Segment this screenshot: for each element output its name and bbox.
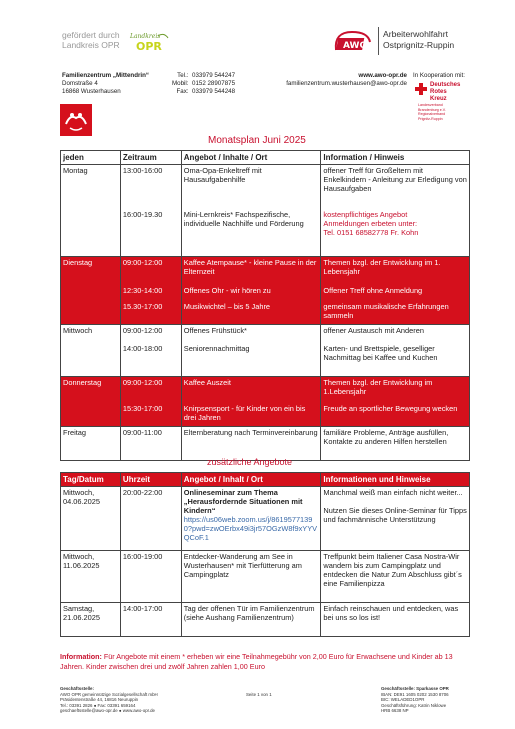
day-cell [61, 343, 121, 377]
day-cell [61, 403, 121, 427]
footer-line: geschaeftsstelle@awo-opr.de ● www.awo-opr.de [60, 708, 155, 714]
info-cell: offener Austausch mit Anderen [321, 325, 470, 343]
footer-left [60, 686, 158, 714]
info-cell [321, 209, 470, 257]
footer-line: Geschäftsstelle: Sparkasse OPR [381, 686, 449, 691]
table-row [61, 165, 470, 209]
info-line: Tel. 0151 68582778 Fr. Kohn [323, 227, 419, 237]
footer-line: BIC: WELADED1OPR [381, 697, 425, 703]
info-cell: gemeinsam musikalische Erfahrungen sammeln [321, 301, 470, 325]
info-line: kostenpflichtiges Angebot [323, 209, 408, 219]
table-row [61, 551, 470, 603]
footer-line: HRB 6638 NP [381, 708, 409, 714]
table-row [61, 343, 470, 377]
offer-cell: Offenes Ohr - wir hören zu [181, 285, 321, 301]
website-link[interactable]: www.awo-opr.de [358, 72, 407, 79]
time-cell: 09:00-12:00 [120, 325, 181, 343]
koop-label: In Kooperation mit: [413, 72, 465, 79]
day-cell: Donnerstag [61, 377, 121, 403]
time-cell: 15:30-17:00 [120, 403, 181, 427]
awo-divider [378, 27, 379, 55]
drk-sub4: Prignitz-Ruppin [418, 116, 443, 121]
info-cell: Themen bzgl. der Entwicklung im 1.Lebensjahr [321, 377, 470, 403]
table-row [61, 257, 470, 285]
offer-cell: Tag der offenen Tür im Familienzentrum (siehe Aushang Familienzentrum) [181, 603, 321, 637]
time-cell: 09:00-12:00 [120, 257, 181, 285]
offer-cell: Knirpsensport - für Kinder von ein bis drei Jahren [181, 403, 321, 427]
fax-label: Fax: [176, 88, 189, 95]
seminar-title: Onlineseminar zum Thema „Herausfordernde Situationen mit Kindern“ [183, 488, 303, 515]
table-row [61, 427, 470, 461]
info-cell: offener Treff für Großeltern mit Enkelkindern - Anleitung zur Erledigung von Hausaufgaben [321, 165, 470, 209]
drk-sub [418, 103, 446, 121]
fax-value: 033979 544248 [192, 88, 236, 95]
info-line: Anmeldungen erbeten unter: [323, 218, 418, 228]
header-cell: Uhrzeit [120, 473, 181, 487]
info-cell: Offener Treff ohne Anmeldung [321, 285, 470, 301]
drk-sub2: Brandenburg e.V. [418, 107, 446, 112]
info-cell: familiäre Probleme, Anträge ausfüllen, Kontakte zu anderen Hilfen herstellen [321, 427, 470, 461]
day-cell: Mittwoch [61, 325, 121, 343]
info-label: Information: [60, 652, 102, 661]
drk-line3: Kreuz [430, 96, 447, 102]
drk-name [430, 82, 460, 103]
date-cell: Mittwoch, 11.06.2025 [61, 551, 121, 603]
address-block [62, 72, 149, 96]
table-row [61, 487, 470, 551]
date-cell: Samstag, 21.06.2025 [61, 603, 121, 637]
header-cell: jeden [61, 151, 121, 165]
sponsor-line1: gefördert durch [62, 30, 120, 40]
time-cell: 20:00-22:00 [120, 487, 181, 551]
info-cell: Treffpunkt beim Italiener Casa Nostra-Wir wandern bis zum Campingplatz und entdecken die Natur Zum Abschluss gibt´s eine Familienpizza [321, 551, 470, 603]
table-row [61, 209, 470, 257]
header-cell: Angebot / Inhalt / Ort [181, 473, 321, 487]
sponsor-text [62, 30, 120, 50]
drk-sub3: Regionalverband [418, 112, 446, 116]
offer-cell [181, 487, 321, 551]
time-cell: 09:00-11:00 [120, 427, 181, 461]
table-row [61, 377, 470, 403]
header-cell: Angebot / Inhalte / Ort [181, 151, 321, 165]
header-cell: Tag/Datum [61, 473, 121, 487]
time-cell: 16:00-19.30 [120, 209, 181, 257]
table-row [61, 285, 470, 301]
header-cell: Informationen und Hinweise [321, 473, 470, 487]
info-cell: Einfach reinschauen und entdecken, was bei uns so los ist! [321, 603, 470, 637]
offer-cell: Seniorennachmittag [181, 343, 321, 377]
day-cell [61, 209, 121, 257]
extra-offers-table [60, 472, 470, 637]
family-center-logo-icon [60, 104, 92, 136]
offer-cell: Musikwichtel – bis 5 Jahre [181, 301, 321, 325]
footer-line: IBAN: DE91 1605 0202 1530 8706 [381, 691, 449, 697]
table-row [61, 603, 470, 637]
time-cell: 16:00-19:00 [120, 551, 181, 603]
offer-cell: Entdecker-Wanderung am See in Wusterhausen* mit Tierfütterung am Campingplatz [181, 551, 321, 603]
city: 16868 Wusterhausen [62, 88, 121, 95]
table-row [61, 325, 470, 343]
day-cell [61, 301, 121, 325]
zoom-link[interactable]: https://us06web.zoom.us/j/86195771390?pwd=zwOErbx49i3jr57OGzW8f9xYYVQCoF.1 [183, 515, 318, 542]
contact-values [192, 72, 235, 96]
footer-line: AWO OPR gemeinnützige Sozialgesellschaft mbH [60, 691, 158, 697]
offer-cell: Kaffee Atempause* - kleine Pause in der Elternzeit [181, 257, 321, 285]
time-cell: 14:00-17:00 [120, 603, 181, 637]
weekly-schedule-table [60, 150, 470, 461]
tel-value: 033979 544247 [192, 72, 236, 79]
svg-text:OPR: OPR [136, 40, 162, 53]
table-header-row [61, 473, 470, 487]
time-cell: 14:00-18:00 [120, 343, 181, 377]
header-cell: Zeitraum [120, 151, 181, 165]
awo-name-line1: Arbeiterwohlfahrt [383, 29, 448, 39]
drk-sub1: Landesverband [418, 103, 443, 107]
info-cell: Manchmal weiß man einfach nicht weiter... Nutzen Sie dieses Online-Seminar für Tipps und fachmännische Unterstützung [321, 487, 470, 551]
contact-labels [172, 72, 189, 96]
mobil-value: 0152 28907875 [192, 80, 236, 87]
web-contact [262, 72, 407, 88]
month-title: Monatsplan Juni 2025 [208, 135, 306, 146]
svg-text:Landkreis: Landkreis [130, 33, 161, 40]
time-cell: 13:00-16:00 [120, 165, 181, 209]
info-cell: Themen bzgl. der Entwicklung im 1. Lebensjahr [321, 257, 470, 285]
tel-label: Tel.: [177, 72, 189, 79]
footer-line: Präsidentenstraße 44, 16816 Neuruppin [60, 697, 139, 703]
offer-cell: Offenes Frühstück* [181, 325, 321, 343]
table-row [61, 301, 470, 325]
header-cell: Information / Hinweis [321, 151, 470, 165]
footer-line: Geschäftsführung: Katrin Niklowe [381, 702, 447, 708]
info-text: Für Angebote mit einem * erheben wir eine Teilnahmegebühr von 2,00 Euro für Erwachsene und Kinder ab 13 Jahren. Kinder zwischen drei und zwölf Jahren zahlen 1,00 Euro [60, 652, 453, 671]
offer-cell: Elternberatung nach Terminvereinbarung [181, 427, 321, 461]
awo-name [383, 29, 454, 51]
mobil-label: Mobil: [172, 80, 189, 87]
extra-offers-title: zusätzliche Angebote [207, 457, 293, 467]
info-cell: Freude an sportlicher Bewegung wecken [321, 403, 470, 427]
footer-line: Tel.: 03391 2826 ● Fax: 03391 659164 [60, 702, 136, 708]
time-cell: 15.30-17:00 [120, 301, 181, 325]
day-cell [61, 285, 121, 301]
awo-name-line2: Ostprignitz-Ruppin [383, 40, 455, 50]
sponsor-line2: Landkreis OPR [62, 40, 120, 50]
offer-cell: Kaffee Auszeit [181, 377, 321, 403]
offer-cell: Oma-Opa-Enkeltreff mit Hausaufgabenhilfe [181, 165, 321, 209]
red-cross-icon [414, 82, 428, 96]
footer-line: Geschäftsstelle: [60, 686, 94, 691]
svg-text:AWO: AWO [343, 41, 368, 51]
day-cell: Montag [61, 165, 121, 209]
info-cell: Karten- und Brettspiele, geselliger Nachmittag bei Kaffee und Kuchen [321, 343, 470, 377]
page-number: Seite 1 von 1 [246, 692, 272, 697]
day-cell: Freitag [61, 427, 121, 461]
drk-line2: Rotes [430, 89, 447, 95]
awo-logo-icon [332, 28, 374, 54]
email-link[interactable]: familienzentrum.wusterhausen@awo-opr.de [286, 80, 407, 87]
time-cell: 12:30-14:00 [120, 285, 181, 301]
org-name: Familienzentrum „Mittendrin“ [62, 72, 149, 79]
fee-information [60, 652, 472, 672]
date-cell: Mittwoch, 04.06.2025 [61, 487, 121, 551]
day-cell: Dienstag [61, 257, 121, 285]
time-cell: 09:00-12:00 [120, 377, 181, 403]
drk-line1: Deutsches [430, 82, 461, 88]
offer-cell: Mini-Lernkreis* Fachspezifische, individuelle Nachhilfe und Förderung [181, 209, 321, 257]
table-header-row [61, 151, 470, 165]
opr-logo-icon [128, 28, 170, 56]
table-row [61, 403, 470, 427]
footer-right [381, 686, 449, 714]
street: Domstraße 4 [62, 80, 98, 87]
